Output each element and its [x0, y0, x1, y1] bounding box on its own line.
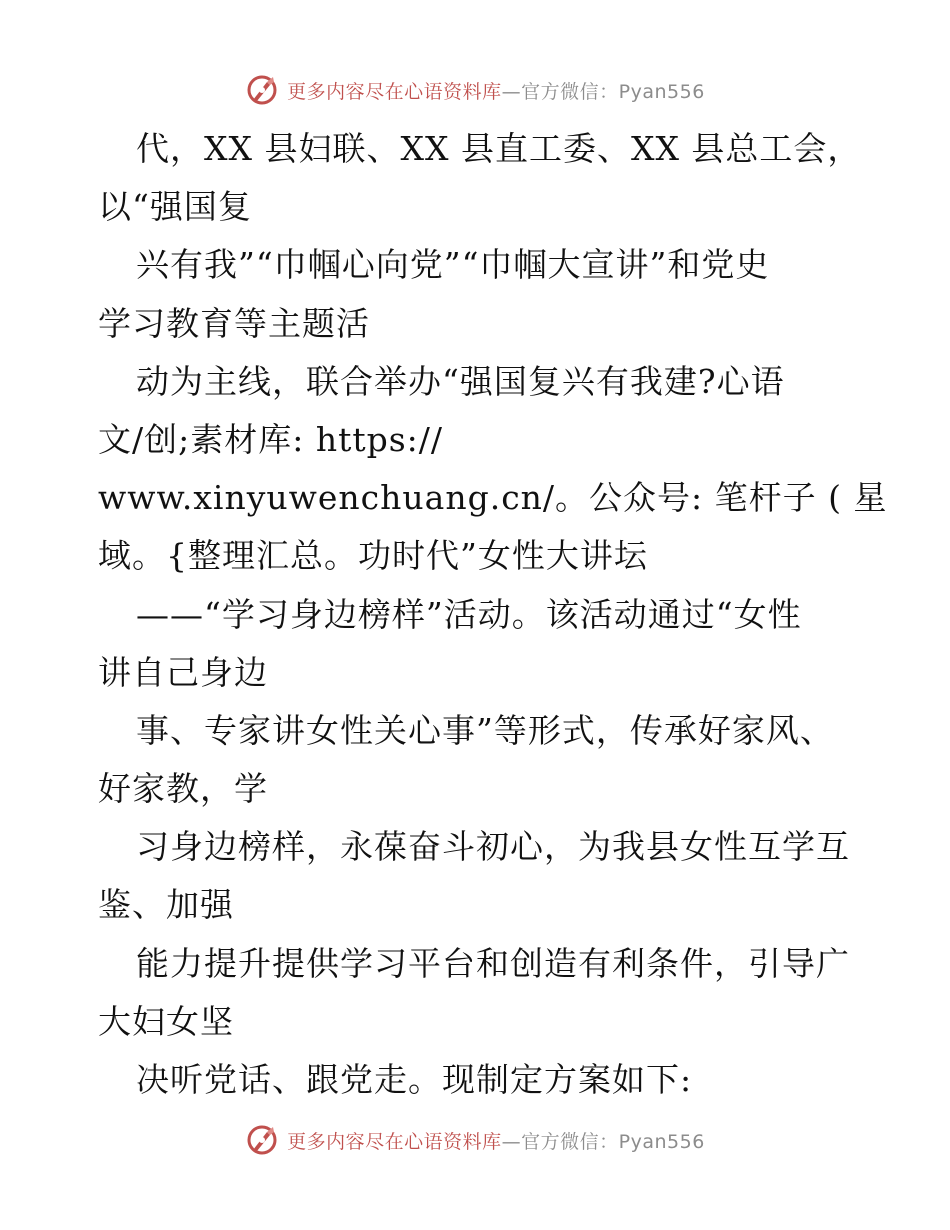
text-line: 能力提升提供学习平台和创造有利条件，引导广	[136, 943, 850, 983]
text-line: 事、专家讲女性关心事”等形式，传承好家风、	[136, 710, 834, 750]
text-line: 以“强国复	[98, 187, 252, 227]
text-line: 讲自己身边	[98, 652, 268, 692]
text-line: www.xinyuwenchuang.cn/。公众号: 笔杆子 ( 星	[98, 478, 888, 518]
banner-text: 更多内容尽在心语资料库—官方微信：Pyan556	[287, 1130, 705, 1153]
text-line: 大妇女坚	[98, 1001, 234, 1041]
text-line: 鉴、加强	[98, 885, 234, 925]
text-line: 好家教，学	[98, 769, 268, 809]
text-line: 动为主线，联合举办“强国复兴有我建?心语	[136, 361, 785, 401]
document-body	[98, 120, 888, 1109]
quill-pen-logo-icon	[245, 73, 279, 107]
quill-pen-logo-icon	[245, 1123, 279, 1157]
text-line: 习身边榜样，永葆奋斗初心，为我县女性互学互	[136, 827, 850, 867]
text-line: ——“学习身边榜样”活动。该活动通过“女性	[136, 594, 802, 634]
text-line: 决听党话、跟党走。现制定方案如下:	[136, 1060, 693, 1099]
text-line: 域。{整理汇总。功时代”女性大讲坛	[98, 536, 648, 576]
banner-text: 更多内容尽在心语资料库—官方微信：Pyan556	[287, 80, 705, 103]
text-line: 兴有我”“巾帼心向党”“巾帼大宣讲”和党史	[136, 245, 770, 285]
text-line: 文/创;素材库: https://	[98, 419, 444, 459]
header-watermark-banner	[0, 70, 950, 110]
text-line: 代，XX 县妇联、XX 县直工委、XX 县总工会，	[136, 129, 862, 168]
footer-watermark-banner	[0, 1120, 950, 1160]
text-line: 学习教育等主题活	[98, 303, 370, 343]
